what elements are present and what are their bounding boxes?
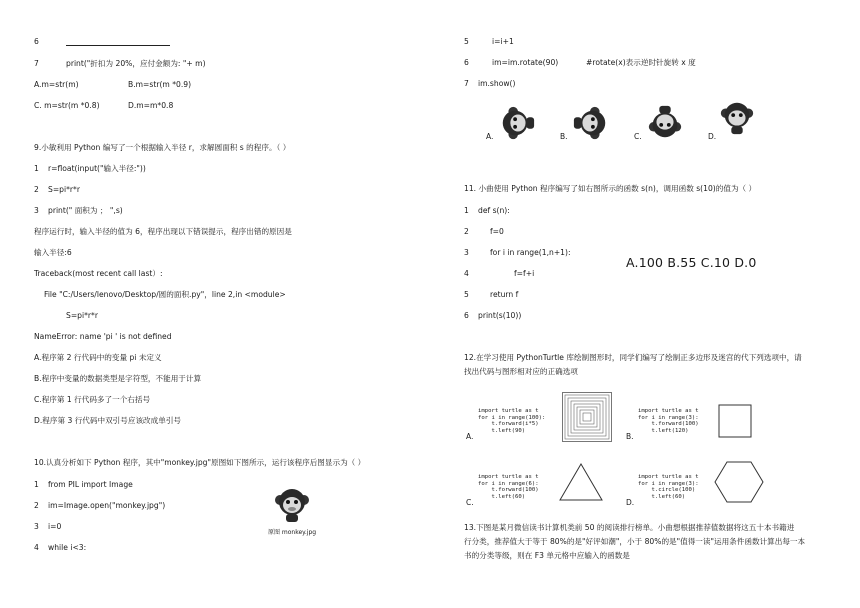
traceback-line: File "C:/Users/lenovo/Desktop/圆的面积.py"，line 2,in <module>	[44, 290, 286, 299]
line-number: 4	[34, 543, 39, 552]
right-column	[430, 0, 830, 608]
triangle-figure	[558, 462, 604, 502]
option-label: A.	[486, 132, 494, 141]
q13-line3: 书的分类等级，则在 F3 单元格中应输入的函数是	[464, 551, 630, 560]
option-label: B.	[626, 432, 634, 441]
code-line: from PIL import Image	[48, 480, 133, 489]
code-line: print(s(10))	[478, 311, 522, 320]
line-number: 2	[34, 501, 39, 510]
code-line: print(" 面积为 ； ",s)	[48, 206, 123, 215]
code-line: i=i+1	[492, 37, 514, 46]
q13-line2: 行分类，推荐值大于等于 80%的是"好评如潮"，小于 80%的是"值得一读"运用条件函数计算出每一本	[464, 537, 806, 546]
square-spiral-figure	[562, 392, 612, 442]
code-line: return f	[490, 290, 519, 299]
line-number: 2	[464, 227, 469, 236]
line-number: 2	[34, 185, 39, 194]
hexagon-figure	[714, 460, 764, 504]
code-line: r=float(input("输入半径:"))	[48, 164, 146, 173]
q11-title: 11. 小曲使用 Python 程序编写了如右图所示的函数 s(n)，调用函数 s(10)的值为（ ）	[464, 184, 757, 193]
q12-code-a: import turtle as t for i in range(100): t.forward(i*5) t.left(90)	[478, 408, 546, 434]
answer-blank	[66, 36, 170, 46]
q12-code-b: import turtle as t for i in range(3): t.forward(100) t.left(120)	[638, 408, 699, 434]
option-label: A.	[466, 432, 474, 441]
line-number: 5	[464, 290, 469, 299]
q9-option-a: A.程序第 2 行代码中的变量 pi 未定义	[34, 353, 162, 362]
monkey-rotated-b	[572, 104, 610, 142]
monkey-rotated-a	[498, 104, 536, 142]
monkey-original-image	[272, 484, 312, 524]
q12-code-c: import turtle as t for i in range(6): t.forward(100) t.left(60)	[478, 474, 539, 500]
line-number: 6	[464, 311, 469, 320]
q12-title-line2: 找出代码与图形相对应的正确选项	[464, 367, 578, 376]
line-number: 1	[34, 164, 39, 173]
q10-title: 10.认真分析如下 Python 程序，其中"monkey.jpg"原图如下图所示，运行该程序后图显示为（ ）	[34, 458, 366, 467]
traceback-line: Traceback(most recent call last）:	[34, 269, 163, 278]
line-number: 3	[34, 522, 39, 531]
code-line: im=Image.open("monkey.jpg")	[48, 501, 166, 510]
q9-input: 输入半径:6	[34, 248, 72, 257]
q9-title: 9.小敏利用 Python 编写了一个根据输入半径 r，求解圆面积 s 的程序。（ ）	[34, 143, 291, 152]
q12-code-d: import turtle as t for i in range(3): t.circle(100) t.left(60)	[638, 474, 699, 500]
code-line: im.show()	[478, 79, 516, 88]
option-d: D.m=m*0.8	[128, 101, 174, 110]
option-label: D.	[708, 132, 717, 141]
monkey-rotated-d	[718, 98, 756, 136]
q12-title-line1: 12.在学习使用 PythonTurtle 库绘制图形时，同学们编写了绘制正多边形及迷宫的代下列选项中，请	[464, 353, 802, 362]
line-number: 6	[464, 58, 469, 67]
line-number: 1	[34, 480, 39, 489]
original-image-caption: 原图 monkey.jpg	[268, 529, 317, 536]
q9-description: 程序运行时，输入半径的值为 6，程序出现以下错误提示，程序出错的原因是	[34, 227, 292, 236]
q9-option-b: B.程序中变量的数据类型是字符型，不能用于计算	[34, 374, 202, 383]
code-line: im=im.rotate(90)	[492, 58, 559, 67]
line-number: 6	[34, 37, 39, 46]
option-label: C.	[634, 132, 642, 141]
line-number: 7	[464, 79, 469, 88]
monkey-rotated-c	[646, 104, 684, 142]
option-b: B.m=str(m *0.9)	[128, 80, 192, 89]
q13-line1: 13.下图是某月微信读书计算机类前 50 的阅读排行榜单。小曲想根据推荐值数据将这五十本书籍进	[464, 523, 795, 532]
square-figure	[718, 404, 752, 438]
code-line: while i<3:	[48, 543, 87, 552]
traceback-line: S=pi*r*r	[66, 311, 98, 320]
line-number: 3	[34, 206, 39, 215]
code-line: print("折扣为 20%，应付金额为: "+ m)	[66, 59, 206, 68]
code-line: i=0	[48, 522, 62, 531]
code-line: for i in range(1,n+1):	[490, 248, 571, 257]
option-label: B.	[560, 132, 568, 141]
option-label: D.	[626, 498, 635, 507]
q11-answer-options: A.100 B.55 C.10 D.0	[626, 255, 757, 270]
option-label: C.	[466, 498, 474, 507]
left-column	[0, 0, 400, 608]
line-number: 7	[34, 59, 39, 68]
code-comment: #rotate(x)表示逆时针旋转 x 度	[586, 58, 696, 67]
line-number: 4	[464, 269, 469, 278]
code-line: f=0	[490, 227, 504, 236]
q9-option-c: C.程序第 1 行代码多了一个右括号	[34, 395, 151, 404]
error-message: NameError: name 'pi ' is not defined	[34, 332, 172, 341]
option-a: A.m=str(m)	[34, 80, 79, 89]
code-line: S=pi*r*r	[48, 185, 80, 194]
line-number: 3	[464, 248, 469, 257]
q9-option-d: D.程序第 3 行代码中双引号应该改成单引号	[34, 416, 182, 425]
code-line: def s(n):	[478, 206, 510, 215]
line-number: 5	[464, 37, 469, 46]
code-line: f=f+i	[514, 269, 535, 278]
option-c: C. m=str(m *0.8)	[34, 101, 100, 110]
line-number: 1	[464, 206, 469, 215]
